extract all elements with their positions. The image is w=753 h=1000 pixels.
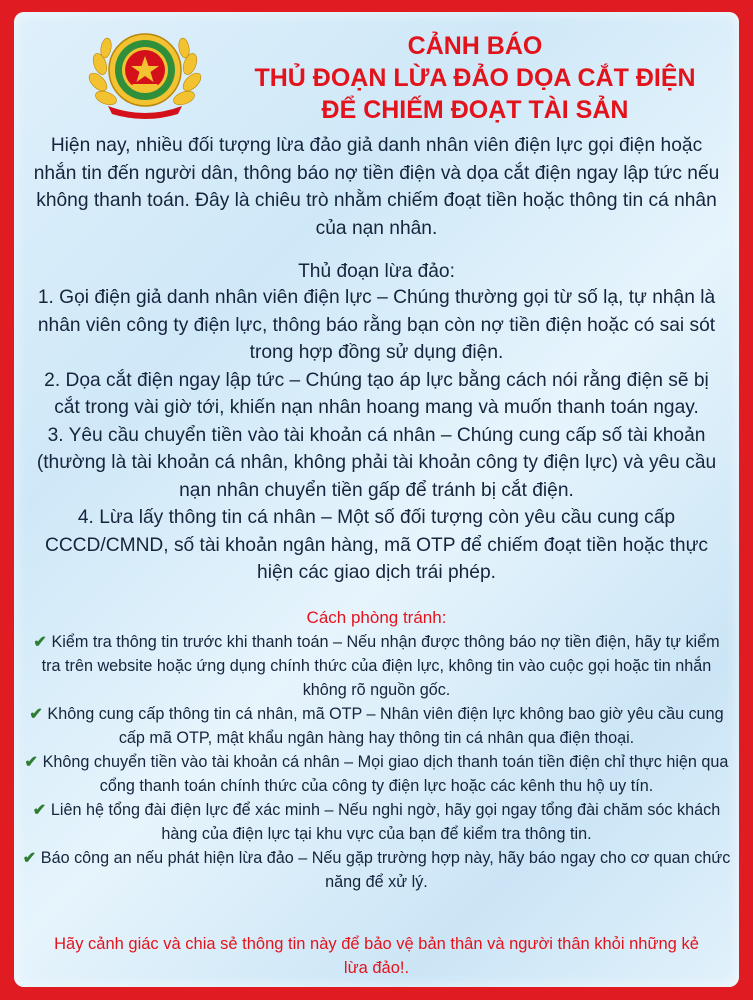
prevention-heading: Cách phòng tránh: [306,608,447,627]
closing-message: Hãy cảnh giác và chia sẻ thông tin này để bảo vệ bản thân và người thân khỏi những kẻ lừa đảo!. [54,935,699,977]
police-emblem-icon [86,24,204,120]
methods-list [30,284,723,587]
prevention-item-text: Không cung cấp thông tin cá nhân, mã OTP – Nhân viên điện lực không bao giờ yêu cầu cung cấp mã OTP, mật khẩu ngân hàng hay thông tin cá nhân qua điện thoại. [47,705,724,747]
check-icon: ✔ [29,705,43,723]
page-title [215,30,735,126]
check-icon: ✔ [24,753,39,771]
title-line-1: CẢNH BÁO [407,32,543,60]
prevention-item [22,630,731,702]
method-item-4: 4. Lừa lấy thông tin cá nhân – Một số đối tượng còn yêu cầu cung cấp CCCD/CMND, số tài khoản ngân hàng, mã OTP để chiếm đoạt tiền hoặc thực hiện các giao dịch trái phép. [44,507,709,583]
method-item-3: 3. Yêu cầu chuyển tiền vào tài khoản cá nhân – Chúng cung cấp số tài khoản (thường là tài khoản cá nhân, không phải tài khoản công ty điện lực) và yêu cầu nạn nhân chuyển tiền gấp để tránh bị cắt điện. [36,424,717,501]
prevention-item [22,750,731,798]
prevention-item-text: Liên hệ tổng đài điện lực để xác minh – Nếu nghi ngờ, hãy gọi ngay tổng đài chăm sóc khách hàng của điện lực tại khu vực của bạn để kiểm tra thông tin. [50,801,721,843]
prevention-item-text: Kiểm tra thông tin trước khi thanh toán – Nếu nhận được thông báo nợ tiền điện, hãy tự kiểm tra trên website hoặc ứng dụng chính thức của điện lực, không tin vào cuộc gọi hoặc tin nhắn không rõ nguồn gốc. [41,633,720,699]
prevention-item-text: Không chuyển tiền vào tài khoản cá nhân – Mọi giao dịch thanh toán tiền điện chỉ thực hiện qua cổng thanh toán chính thức của công ty điện lực hoặc các kênh thu hộ uy tín. [42,753,729,795]
method-item-1: 1. Gọi điện giả danh nhân viên điện lực – Chúng thường gọi từ số lạ, tự nhận là nhân viên công ty điện lực, thông báo rằng bạn còn nợ tiền điện hoặc có sai sót trong hợp đồng sử dụng điện. [37,287,716,363]
prevention-item [22,846,731,894]
prevention-item-text: Báo công an nếu phát hiện lừa đảo – Nếu gặp trường hợp này, hãy báo ngay cho cơ quan chức năng để xử lý. [40,849,731,891]
intro-paragraph: Hiện nay, nhiều đối tượng lừa đảo giả danh nhân viên điện lực gọi điện hoặc nhắn tin đến người dân, thông báo nợ tiền điện và dọa cắt điện ngay lập tức nếu không thanh toán. Đây là chiêu trò nhằm chiếm đoạt tiền hoặc thông tin cá nhân của nạn nhân. [33,135,720,239]
title-line-2: THỦ ĐOẠN LỪA ĐẢO DỌA CẮT ĐIỆN [254,64,696,92]
prevention-list [22,630,731,894]
method-item-2: 2. Dọa cắt điện ngay lập tức – Chúng tạo áp lực bằng cách nói rằng điện sẽ bị cắt trong vài giờ tới, khiến nạn nhân hoang mang và muốn thanh toán ngay. [44,369,709,418]
check-icon: ✔ [22,849,37,867]
methods-heading: Thủ đoạn lừa đảo: [298,261,455,282]
prevention-item [22,702,731,750]
check-icon: ✔ [33,633,47,651]
check-icon: ✔ [32,801,47,819]
prevention-item [22,798,731,846]
title-line-3: ĐỂ CHIẾM ĐOẠT TÀI SẢN [321,96,629,124]
